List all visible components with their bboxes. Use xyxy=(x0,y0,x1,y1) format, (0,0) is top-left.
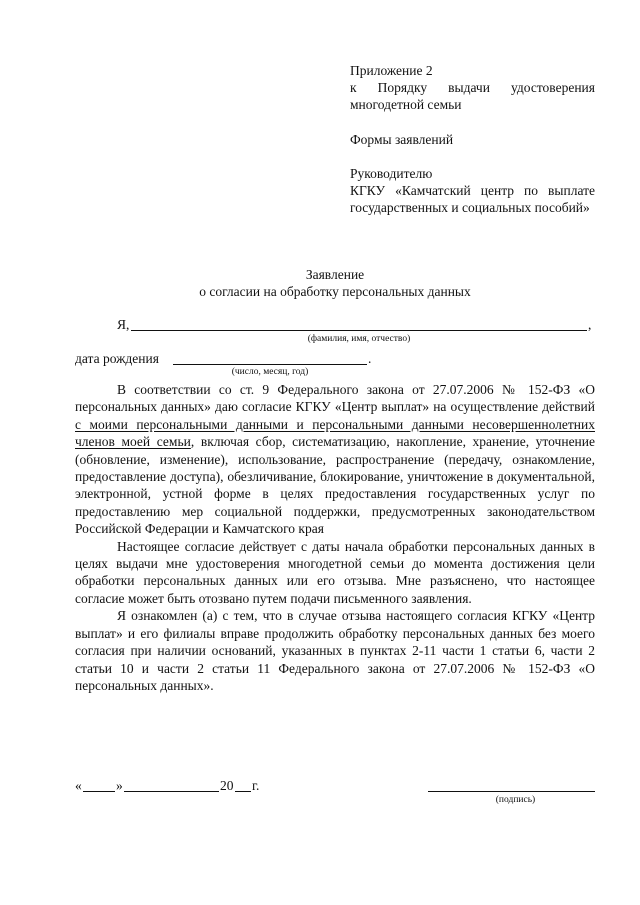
date-open-quote: « xyxy=(75,778,82,793)
fio-hint: (фамилия, имя, отчество) xyxy=(307,334,411,344)
fio-suffix: , xyxy=(588,317,592,332)
paragraph-withdrawal: Я ознакомлен (а) с тем, что в случае отзыва настоящего согласия КГКУ «Центр выплат» и его филиалы вправе продолжить обработку персональных данных без моего согласия при наличии оснований, указанных в пунктах 2-11 части 1 статьи 6, части 2 статьи 10 и части 2 статьи 11 Федерального закона от 27.07.2006 № 152-ФЗ «О персональных данных». xyxy=(75,608,595,693)
forms-label: Формы заявлений xyxy=(350,132,454,147)
paragraph-consent-text-2: , включая сбор, систематизацию, накопление, хранение, уточнение (обновление, изменение), использование, распространение (передачу, ознакомление, предоставление доступа), обезличивание, блокирование, уничтожение в документальной, электронной, устной форме в целях предоставления государственных услуг по предоставлению мер социальной поддержки, предусмотренных законодательством Российской Федерации и Камчатского края xyxy=(75,434,596,537)
date-year-suffix: г. xyxy=(252,778,260,793)
paragraph-consent xyxy=(75,381,595,538)
signature-line[interactable] xyxy=(428,791,595,792)
dob-input-line[interactable] xyxy=(173,364,367,365)
dob-suffix: . xyxy=(368,351,372,366)
consent-body xyxy=(75,381,595,694)
addressee-label: Руководителю xyxy=(350,166,433,181)
fio-prefix: Я, xyxy=(117,317,130,332)
date-close-quote: » xyxy=(116,778,123,793)
organization-name: КГКУ «Камчатский центр по выплате государственных и социальных пособий» xyxy=(350,183,595,216)
signature-hint: (подпись) xyxy=(495,795,536,805)
fio-input-line[interactable] xyxy=(131,330,587,331)
dob-hint: (число, месяц, год) xyxy=(231,367,309,377)
paragraph-consent-text-1: В соответствии со ст. 9 Федерального закона от 27.07.2006 № 152-ФЗ «О персональных данных» даю согласие КГКУ «Центр выплат» на осуществление действий xyxy=(75,382,595,415)
dob-label: дата рождения xyxy=(75,351,159,366)
date-month-line[interactable] xyxy=(124,791,219,792)
date-year-line[interactable] xyxy=(235,791,251,792)
document-subtitle: о согласии на обработку персональных данных xyxy=(199,284,471,299)
date-year-prefix: 20 xyxy=(220,778,234,793)
date-day-line[interactable] xyxy=(83,791,115,792)
paragraph-consent-underlined: с моими персональными данными и персональными данными несовершеннолетних членов моей семьи xyxy=(75,416,595,450)
paragraph-validity: Настоящее согласие действует с даты начала обработки персональных данных в целях выдачи мне удостоверения многодетной семьи до момента достижения цели обработки персональных данных или его отзыва. Мне разъяснено, что настоящее согласие может быть отозвано путем подачи письменного заявления. xyxy=(75,538,595,606)
annex-reference: к Порядку выдачи удостоверения многодетной семьи xyxy=(350,80,595,113)
document-title: Заявление xyxy=(305,267,365,282)
annex-label: Приложение 2 xyxy=(350,63,433,78)
